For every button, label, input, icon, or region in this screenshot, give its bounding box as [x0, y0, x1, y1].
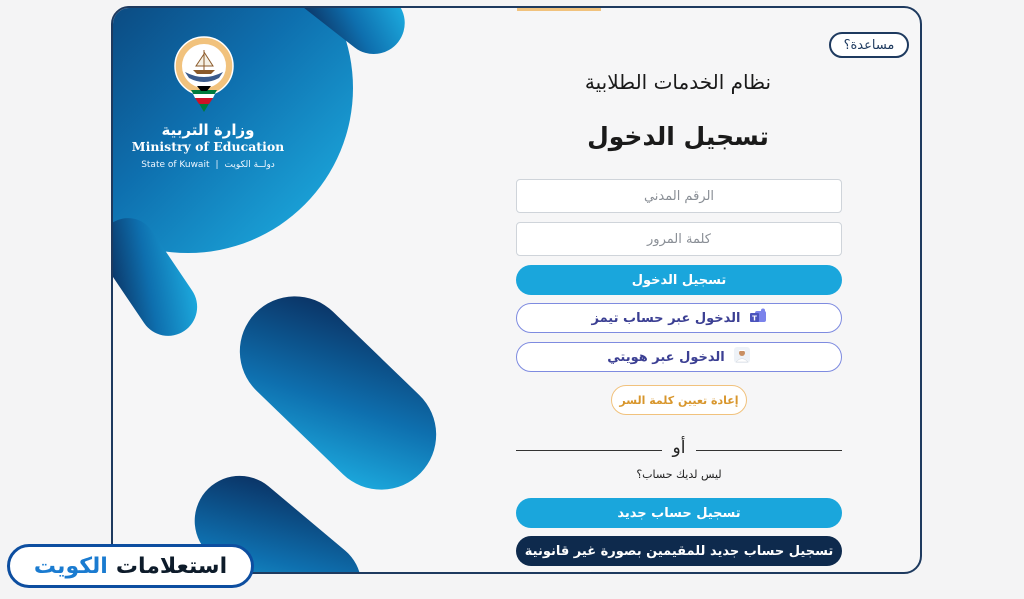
no-account-text: ليس لديك حساب؟ [636, 468, 722, 481]
page-title: تسجيل الدخول [587, 122, 769, 151]
top-accent [517, 8, 601, 11]
hawyti-login-button[interactable] [516, 342, 842, 372]
login-button[interactable]: تسجيل الدخول [516, 265, 842, 295]
ministry-name-en: Ministry of Education [131, 139, 285, 154]
teams-icon [749, 308, 767, 328]
divider-right [696, 450, 842, 451]
kuwait-emblem-icon [171, 36, 237, 116]
hawyti-login-label: الدخول عبر هويتي [607, 349, 725, 365]
reset-password-button[interactable]: إعادة تعيين كلمة السر [611, 385, 747, 415]
brand-word-1: استعلامات [115, 553, 228, 579]
or-label: أو [672, 438, 686, 458]
teams-login-label: الدخول عبر حساب تيمز [591, 310, 741, 326]
brand-word-2: الكويت [33, 553, 108, 579]
ministry-name-ar: وزارة التربية [161, 121, 255, 139]
register-button[interactable]: تسجيل حساب جديد [516, 498, 842, 528]
register-illegal-residents-button[interactable]: تسجيل حساب جديد للمقيمين بصورة غير قانونية [516, 536, 842, 566]
password-input[interactable] [516, 222, 842, 256]
ministry-state [113, 160, 303, 170]
login-card [111, 6, 922, 574]
svg-text:T: T [751, 314, 757, 323]
state-en: State of Kuwait [141, 160, 210, 170]
ministry-logo [113, 8, 373, 208]
divider-left [516, 450, 662, 451]
civil-id-input[interactable] [516, 179, 842, 213]
teams-login-button[interactable] [516, 303, 842, 333]
state-ar: دولــة الكويت [224, 160, 275, 170]
hawyti-icon [733, 346, 751, 368]
state-separator: | [215, 160, 219, 170]
site-watermark [7, 544, 254, 588]
system-title: نظام الخدمات الطلابية [584, 70, 772, 94]
help-button[interactable]: مساعدة؟ [829, 32, 909, 58]
